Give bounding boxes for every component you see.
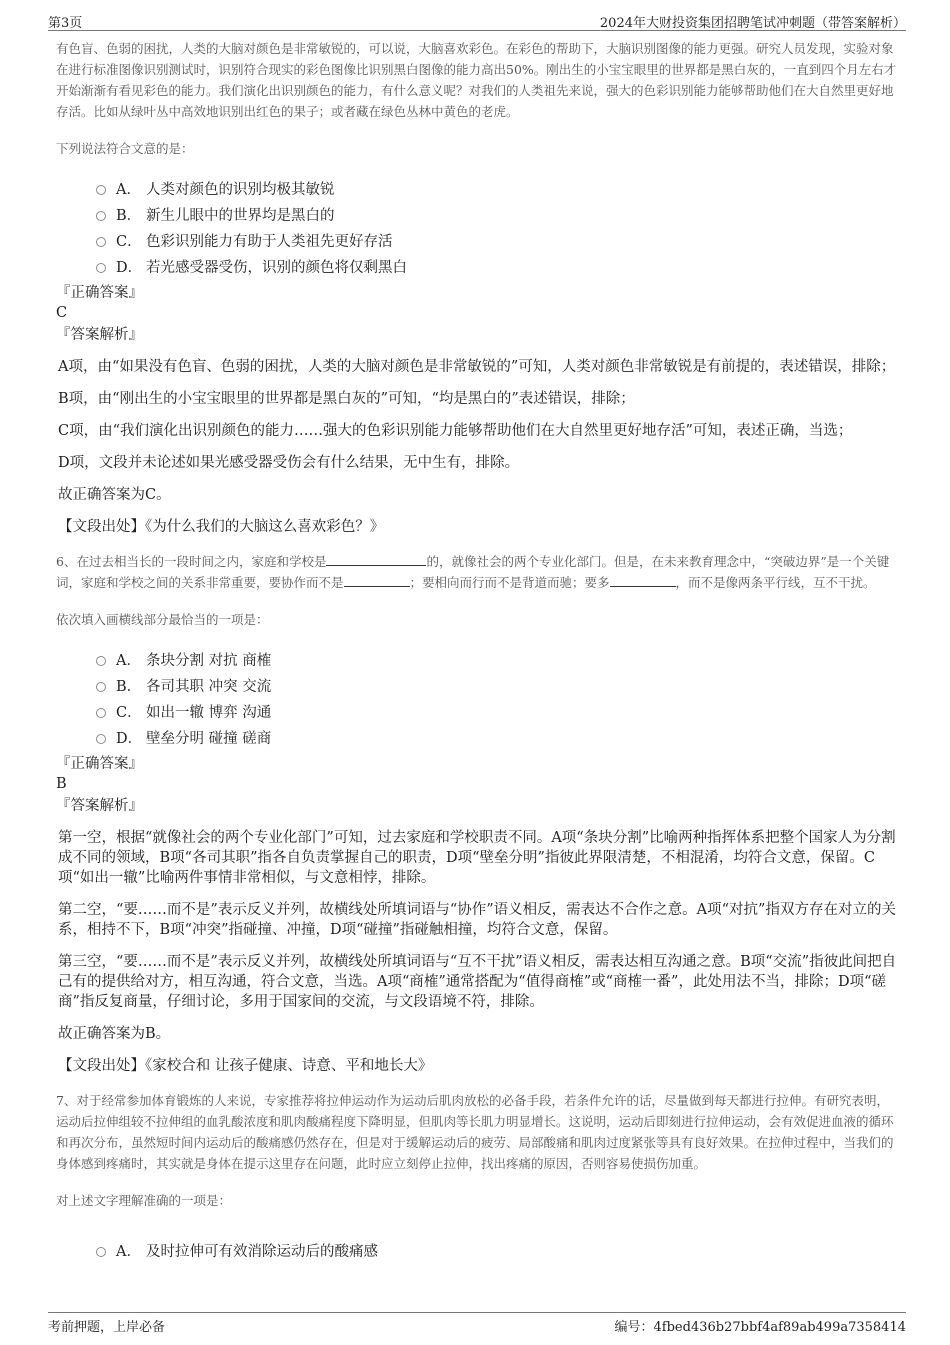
option-letter: B． — [116, 207, 142, 224]
q6-stem-part: ，而不是像两条平行线，互不干扰。 — [675, 575, 876, 590]
footer-slogan: 考前押题，上岸必备 — [48, 1320, 166, 1335]
q6-stem-part: 6、在过去相当长的一段时间之内，家庭和学校是 — [56, 554, 327, 569]
option-letter: A． — [116, 181, 141, 198]
option-letter: C． — [116, 233, 142, 250]
q5-analysis-b: B项，由“刚出生的小宝宝眼里的世界都是黑白灰的”可知，“均是黑白的”表述错误，排除； — [58, 391, 635, 407]
radio-icon[interactable] — [96, 1247, 106, 1257]
q5-question: 下列说法符合文意的是： — [56, 141, 194, 156]
q5-source: 【文段出处】《为什么我们的大脑这么喜欢彩色？》 — [58, 519, 385, 535]
q5-answer-tag: 『正确答案』 — [56, 285, 143, 301]
q6-analysis-tag: 『答案解析』 — [56, 798, 143, 814]
q6-answer-tag: 『正确答案』 — [56, 756, 143, 772]
q5-options — [96, 175, 898, 279]
option-letter: A． — [116, 1243, 141, 1260]
q6-stem-part: 的，就像社会的两个专业化部门。但是，在未来教育理念中，“突破边界”是一个关键词，家庭和学校之间的关系非常重要，要协作而不是 — [56, 554, 890, 590]
option-text: 色彩识别能力有助于人类祖先更好存活 — [146, 233, 393, 250]
q5-analysis-tag: 『答案解析』 — [56, 327, 143, 343]
q5-analysis-a: A项，由“如果没有色盲、色弱的困扰，人类的大脑对颜色是非常敏锐的”可知，人类对颜色非常敏锐是有前提的，表述错误，排除； — [58, 359, 896, 375]
q6-question: 依次填入画横线部分最恰当的一项是： — [56, 612, 269, 627]
radio-icon[interactable] — [96, 263, 106, 273]
q5-option-a[interactable] — [96, 175, 898, 201]
blank-line — [326, 551, 426, 566]
q7-option-a[interactable] — [96, 1237, 898, 1263]
q5-analysis-d: D项，文段并未论述如果光感受器受伤会有什么结果，无中生有，排除。 — [58, 455, 520, 471]
q5-conclusion: 故正确答案为C。 — [58, 487, 171, 503]
option-letter: C． — [116, 704, 142, 721]
q6-conclusion: 故正确答案为B。 — [58, 1026, 171, 1042]
option-text: 壁垒分明 碰撞 磋商 — [146, 730, 272, 747]
option-letter: D． — [116, 730, 143, 747]
q6-stem — [56, 551, 898, 593]
option-letter: B． — [116, 678, 142, 695]
q6-option-a[interactable] — [96, 646, 898, 672]
option-text: 各司其职 冲突 交流 — [146, 678, 272, 695]
radio-icon[interactable] — [96, 237, 106, 247]
radio-icon[interactable] — [96, 682, 106, 692]
q6-option-c[interactable] — [96, 698, 898, 724]
option-text: 及时拉伸可有效消除运动后的酸痛感 — [146, 1243, 378, 1260]
q7-options — [96, 1237, 898, 1263]
q5-option-d[interactable] — [96, 253, 898, 279]
document-title: 2024年大财投资集团招聘笔试冲刺题（带答案解析） — [599, 16, 906, 31]
q6-option-b[interactable] — [96, 672, 898, 698]
q7-passage: 7、对于经常参加体育锻炼的人来说，专家推荐将拉伸运动作为运动后肌肉放松的必备手段，若条件允许的话，尽量做到每天都进行拉伸。有研究表明，运动后拉伸组较不拉伸组的血乳酸浓度和肌肉酸痛程度下降明显，但肌肉等长肌力明显增长。这说明，运动后即刻进行拉伸运动，会有效促进血液的循环和再次分布，虽然短时间内运动后的酸痛感仍然存在，但是对于缓解运动后的疲劳、局部酸痛和肌肉过度紧张等具有良好效果。在拉伸过程中，当我们的身体感到疼痛时，其实就是身体在提示这里存在问题，此时应立刻停止拉伸，找出疼痛的原因，否则容易使损伤加重。 — [56, 1093, 894, 1171]
option-text: 如出一辙 博弈 沟通 — [146, 704, 272, 721]
q5-analysis-c: C项，由“我们演化出识别颜色的能力……强大的色彩识别能力能够帮助他们在大自然里更好地存活”可知，表述正确，当选； — [58, 423, 853, 439]
radio-icon[interactable] — [96, 734, 106, 744]
option-letter: A． — [116, 652, 141, 669]
q6-options — [96, 646, 898, 750]
option-text: 新生儿眼中的世界均是黑白的 — [146, 207, 335, 224]
q7-question: 对上述文字理解准确的一项是： — [56, 1193, 232, 1208]
q5-option-c[interactable] — [96, 227, 898, 253]
q5-passage: 有色盲、色弱的困扰，人类的大脑对颜色是非常敏锐的，可以说，大脑喜欢彩色。在彩色的帮助下，大脑识别图像的能力更强。研究人员发现，实验对象在进行标准图像识别测试时，识别符合现实的彩色图像比识别黑白图像的能力高出50%。刚出生的小宝宝眼里的世界都是黑白灰的，一直到四个月左右才开始渐渐有看见彩色的能力。我们演化出识别颜色的能力，有什么意义呢？对我们的人类祖先来说，强大的色彩识别能力能够帮助他们在大自然里更好地存活。比如从绿叶丛中高效地识别出红色的果子；或者藏在绿色丛林中黄色的老虎。 — [56, 41, 897, 119]
radio-icon[interactable] — [96, 656, 106, 666]
blank-line — [344, 572, 410, 587]
q6-analysis-second: 第二空，“要……而不是”表示反义并列，故横线处所填词语与“协作”语义相反，需表达不合作之意。A项“对抗”指双方存在对立的关系，相持不下，B项“冲突”指碰撞、冲撞，D项“碰撞”指碰触相撞，均符合文意，保留。 — [58, 902, 896, 938]
option-text: 若光感受器受伤，识别的颜色将仅剩黑白 — [146, 259, 407, 276]
option-text: 条块分割 对抗 商榷 — [146, 652, 272, 669]
radio-icon[interactable] — [96, 185, 106, 195]
main-content — [56, 38, 898, 1263]
page-footer — [48, 1312, 906, 1333]
q6-analysis-third: 第三空，“要……而不是”表示反义并列，故横线处所填词语与“互不干扰”语义相反，需表达相互沟通之意。B项“交流”指彼此间把自己有的提供给对方，相互沟通，符合文意，当选。A项“商榷”通常搭配为“值得商榷”或“商榷一番”，此处用法不当，排除；D项“磋商”指反复商量，仔细讨论，多用于国家间的交流，与文段语境不符，排除。 — [58, 954, 897, 1010]
q6-analysis-first: 第一空，根据“就像社会的两个专业化部门”可知，过去家庭和学校职责不同。A项“条块分割”比喻两种指挥体系把整个国家人为分割成不同的领域，B项“各司其职”指各自负责掌握自己的职责，D项“壁垒分明”指彼此界限清楚，不相混淆，均符合文意，保留。C项“如出一辙”比喻两件事情非常相似，与文意相悖，排除。 — [58, 830, 896, 886]
q6-answer: B — [56, 776, 67, 792]
q6-stem-part: ；要相向而行而不是背道而驰；要多 — [409, 575, 610, 590]
blank-line — [610, 572, 676, 587]
option-letter: D． — [116, 259, 143, 276]
q6-option-d[interactable] — [96, 724, 898, 750]
document-id: 编号：4fbed436b27bbf4af89ab499a7358414 — [614, 1320, 906, 1335]
option-text: 人类对颜色的识别均极其敏锐 — [146, 181, 335, 198]
q6-source: 【文段出处】《家校合和 让孩子健康、诗意、平和地长大》 — [58, 1058, 433, 1074]
page-number: 第3页 — [48, 16, 83, 31]
q5-answer: C — [56, 305, 68, 321]
q5-option-b[interactable] — [96, 201, 898, 227]
radio-icon[interactable] — [96, 708, 106, 718]
radio-icon[interactable] — [96, 211, 106, 221]
page-header — [48, 10, 906, 31]
